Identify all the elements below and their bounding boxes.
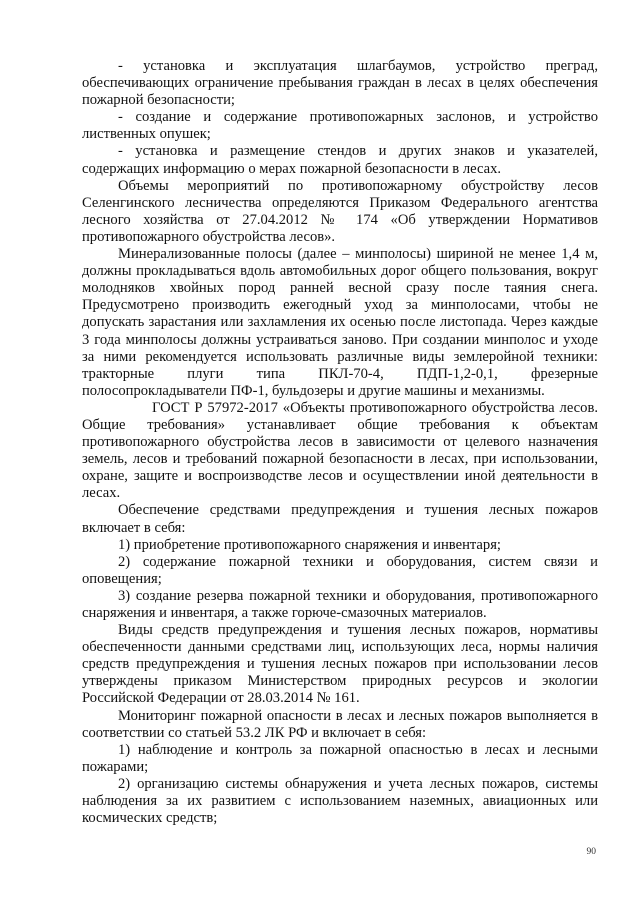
list-item: 1) наблюдение и контроль за пожарной опасностью в лесах и лесными пожарами;: [82, 741, 598, 775]
paragraph: - установка и эксплуатация шлагбаумов, устройство преград, обеспечивающих ограничение пребывания граждан в лесах в целях обеспечения пожарной безопасности;: [82, 58, 598, 109]
list-item: 2) организацию системы обнаружения и учета лесных пожаров, системы наблюдения за их развитием с использованием наземных, авиационных или космических средств;: [82, 775, 598, 827]
paragraph: - установка и размещение стендов и других знаков и указателей, содержащих информацию о мерах пожарной безопасности в лесах.: [82, 143, 598, 177]
list-item: 2) содержание пожарной техники и оборудования, систем связи и оповещения;: [82, 553, 598, 587]
paragraph: Минерализованные полосы (далее – минполосы) шириной не менее 1,4 м, должны прокладываться вдоль автомобильных дорог общего пользования, вокруг молодняков хвойных пород ранней весной сразу после таяния снега. Предусмотрено производить ежегодный уход за минполосами, чтобы не допускать зарастания или захламления их осенью после листопада. Через каждые 3 года минполосы должны устраиваться заново. При создании минполос и уходе за ними рекомендуется использовать различные виды землеройной техники: тракторные плуги типа ПКЛ-70-4, ПДП-1,2-0,1, фрезерные полосопрокладыватели ПФ-1, бульдозеры и другие машины и механизмы.: [82, 246, 598, 399]
paragraph: - создание и содержание противопожарных заслонов, и устройство лиственных опушек;: [82, 109, 598, 143]
page-number: 90: [586, 847, 596, 857]
paragraph: ГОСТ Р 57972-2017 «Объекты противопожарного обустройства лесов. Общие требования» устанавливает общие требования к объектам противопожарного обустройства лесов в зависимости от целевого назначения земель, лесов и требований пожарной безопасности в лесах, при использовании, охране, защите и воспроизводстве лесов и осуществлении иной деятельности в лесах.: [82, 399, 598, 502]
paragraph: Обеспечение средствами предупреждения и тушения лесных пожаров включает в себя:: [82, 502, 598, 536]
paragraph: Виды средств предупреждения и тушения лесных пожаров, нормативы обеспеченности данными средствами лиц, использующих леса, нормы наличия средств предупреждения и тушения лесных пожаров при использовании лесов утверждены приказом Министерством природных ресурсов и экологии Российской Федерации от 28.03.2014 № 161.: [82, 622, 598, 707]
paragraph: Мониторинг пожарной опасности в лесах и лесных пожаров выполняется в соответствии со статьей 53.2 ЛК РФ и включает в себя:: [82, 707, 598, 741]
paragraph: Объемы мероприятий по противопожарному обустройству лесов Селенгинского лесничества определяются Приказом Федерального агентства лесного хозяйства от 27.04.2012 № 174 «Об утверждении Нормативов противопожарного обустройства лесов».: [82, 177, 598, 245]
list-item: 1) приобретение противопожарного снаряжения и инвентаря;: [118, 536, 501, 553]
list-item: 3) создание резерва пожарной техники и оборудования, противопожарного снаряжения и инвентаря, а также горюче-смазочных материалов.: [82, 587, 598, 621]
document-page: [82, 58, 598, 827]
